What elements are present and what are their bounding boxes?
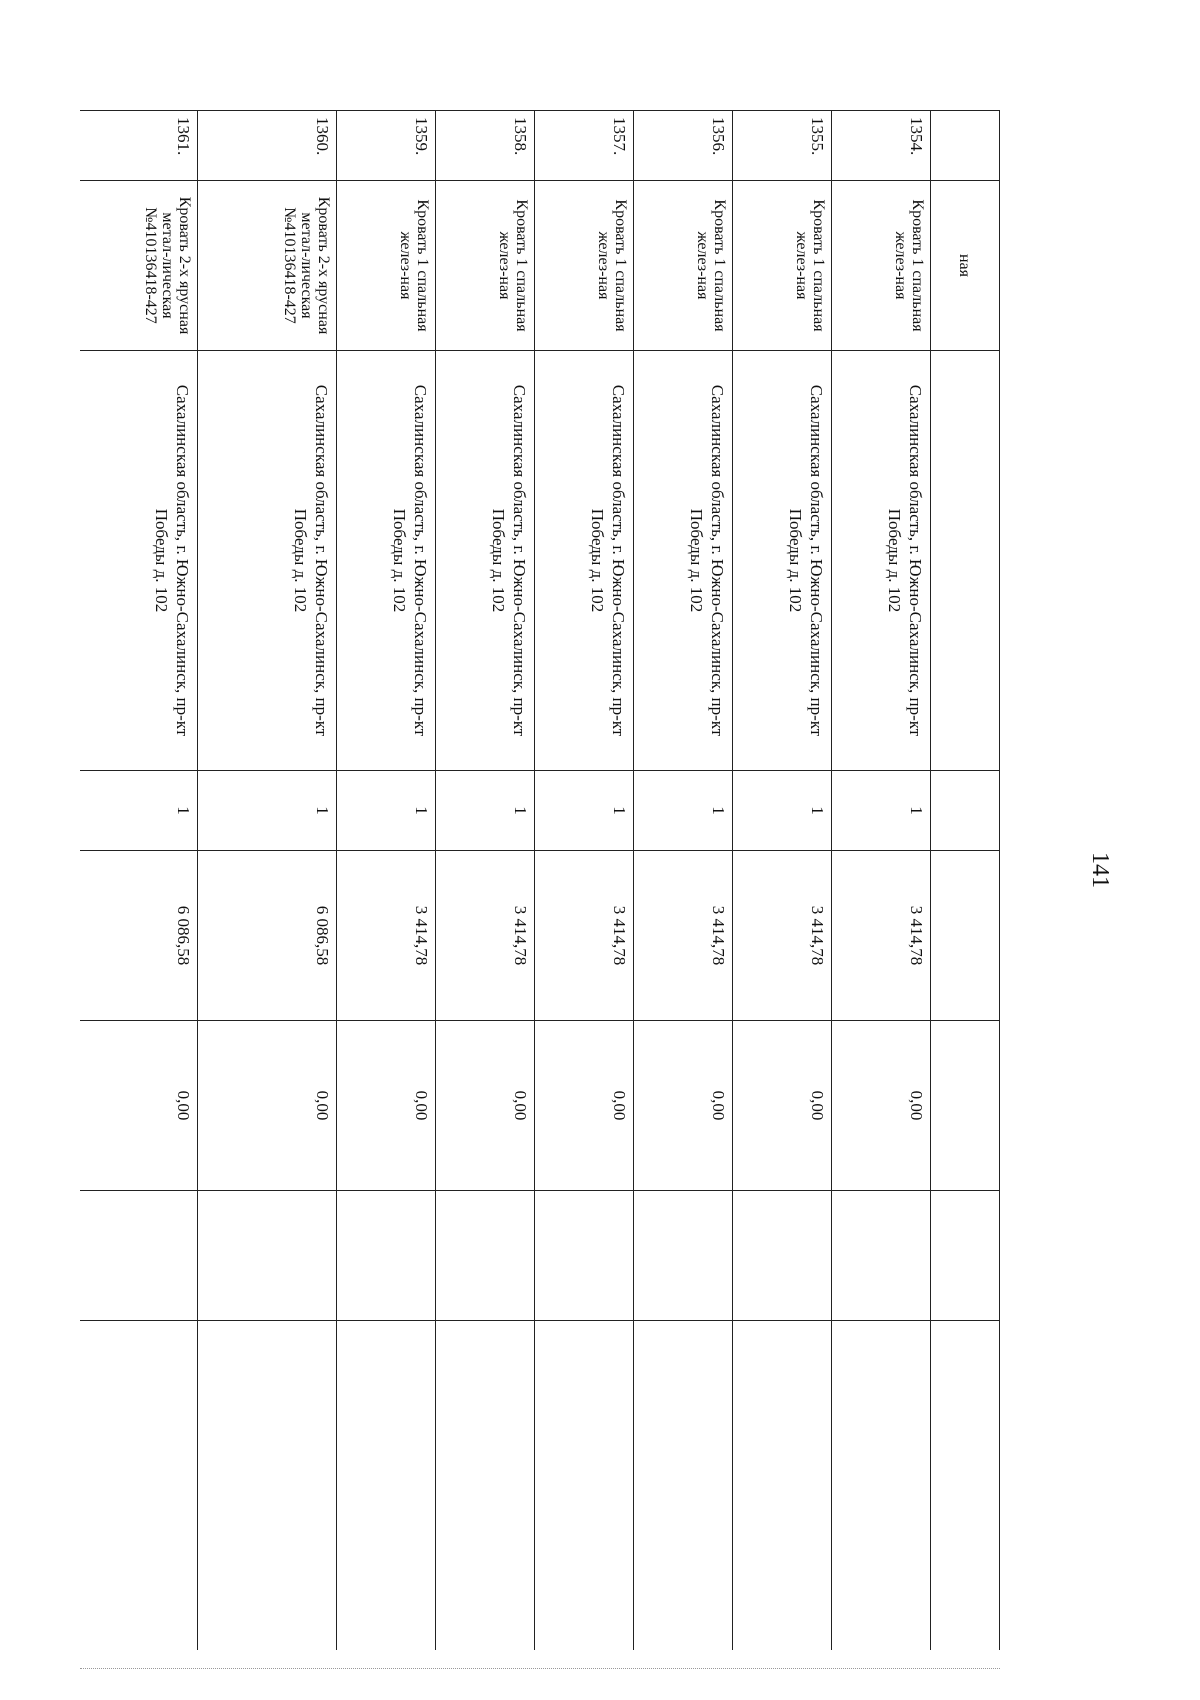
cell-empty-8 [337, 1321, 436, 1651]
cell-qty: 1 [634, 771, 733, 851]
cell-depreciation: 0,00 [832, 1021, 931, 1191]
cell-depreciation: 0,00 [535, 1021, 634, 1191]
cell-empty-8 [832, 1321, 931, 1651]
cell-name: Кровать 1 спальная желез-ная [436, 181, 535, 351]
cell-empty-7 [80, 1191, 198, 1321]
cell-name: Кровать 1 спальная желез-ная [832, 181, 931, 351]
cell-empty-7 [535, 1191, 634, 1321]
cell-address: Сахалинская область, г. Южно-Сахалинск, пр-кт Победы д. 102 [80, 351, 198, 771]
cell-price [931, 851, 1000, 1021]
table-row [80, 111, 198, 1651]
cell-qty: 1 [535, 771, 634, 851]
cell-depreciation: 0,00 [198, 1021, 337, 1191]
cell-num: 1357. [535, 111, 634, 181]
inventory-table-wrapper [80, 110, 1000, 1650]
cell-qty: 1 [80, 771, 198, 851]
cell-name: Кровать 1 спальная желез-ная [535, 181, 634, 351]
scan-dotted-line [80, 1668, 1000, 1671]
cell-empty-7 [931, 1191, 1000, 1321]
cell-num [931, 111, 1000, 181]
cell-address: Сахалинская область, г. Южно-Сахалинск, пр-кт Победы д. 102 [733, 351, 832, 771]
cell-empty-7 [832, 1191, 931, 1321]
cell-depreciation: 0,00 [80, 1021, 198, 1191]
cell-address [931, 351, 1000, 771]
cell-name: Кровать 2-х ярусная метал-лическая №410136418-427 [80, 181, 198, 351]
cell-num: 1354. [832, 111, 931, 181]
cell-depreciation: 0,00 [436, 1021, 535, 1191]
cell-num: 1361. [80, 111, 198, 181]
cell-price: 3 414,78 [436, 851, 535, 1021]
cell-num: 1358. [436, 111, 535, 181]
cell-empty-7 [733, 1191, 832, 1321]
cell-empty-7 [337, 1191, 436, 1321]
cell-num: 1359. [337, 111, 436, 181]
cell-name: ная [931, 181, 1000, 351]
cell-price: 3 414,78 [337, 851, 436, 1021]
cell-price: 3 414,78 [832, 851, 931, 1021]
cell-address: Сахалинская область, г. Южно-Сахалинск, пр-кт Победы д. 102 [198, 351, 337, 771]
cell-name: Кровать 1 спальная желез-ная [733, 181, 832, 351]
cell-price: 6 086,58 [80, 851, 198, 1021]
cell-depreciation: 0,00 [634, 1021, 733, 1191]
cell-name: Кровать 1 спальная желез-ная [634, 181, 733, 351]
cell-price: 3 414,78 [535, 851, 634, 1021]
table-row [733, 111, 832, 1651]
cell-depreciation [931, 1021, 1000, 1191]
cell-price: 6 086,58 [198, 851, 337, 1021]
cell-empty-8 [535, 1321, 634, 1651]
cell-qty: 1 [198, 771, 337, 851]
cell-qty [931, 771, 1000, 851]
cell-empty-8 [931, 1321, 1000, 1651]
cell-address: Сахалинская область, г. Южно-Сахалинск, пр-кт Победы д. 102 [634, 351, 733, 771]
table-row [634, 111, 733, 1651]
cell-address: Сахалинская область, г. Южно-Сахалинск, пр-кт Победы д. 102 [436, 351, 535, 771]
cell-price: 3 414,78 [634, 851, 733, 1021]
table-row-continuation [931, 111, 1000, 1651]
cell-empty-8 [198, 1321, 337, 1651]
table-row [436, 111, 535, 1651]
cell-empty-7 [198, 1191, 337, 1321]
cell-qty: 1 [337, 771, 436, 851]
cell-price: 3 414,78 [733, 851, 832, 1021]
cell-empty-8 [436, 1321, 535, 1651]
cell-num: 1355. [733, 111, 832, 181]
cell-qty: 1 [436, 771, 535, 851]
inventory-table [80, 110, 1000, 1650]
cell-name: Кровать 2-х ярусная метал-лическая №410136418-427 [198, 181, 337, 351]
cell-name: Кровать 1 спальная желез-ная [337, 181, 436, 351]
cell-address: Сахалинская область, г. Южно-Сахалинск, пр-кт Победы д. 102 [832, 351, 931, 771]
cell-empty-8 [634, 1321, 733, 1651]
cell-address: Сахалинская область, г. Южно-Сахалинск, пр-кт Победы д. 102 [337, 351, 436, 771]
table-row [337, 111, 436, 1651]
cell-empty-7 [436, 1191, 535, 1321]
cell-empty-8 [733, 1321, 832, 1651]
cell-empty-8 [80, 1321, 198, 1651]
table-row [832, 111, 931, 1651]
table-row [535, 111, 634, 1651]
cell-depreciation: 0,00 [733, 1021, 832, 1191]
cell-num: 1360. [198, 111, 337, 181]
page-number: 141 [1087, 852, 1113, 888]
table-row [198, 111, 337, 1651]
cell-empty-7 [634, 1191, 733, 1321]
cell-depreciation: 0,00 [337, 1021, 436, 1191]
cell-num: 1356. [634, 111, 733, 181]
cell-qty: 1 [733, 771, 832, 851]
inventory-table-rotated [80, 110, 1000, 1650]
cell-address: Сахалинская область, г. Южно-Сахалинск, пр-кт Победы д. 102 [535, 351, 634, 771]
cell-qty: 1 [832, 771, 931, 851]
